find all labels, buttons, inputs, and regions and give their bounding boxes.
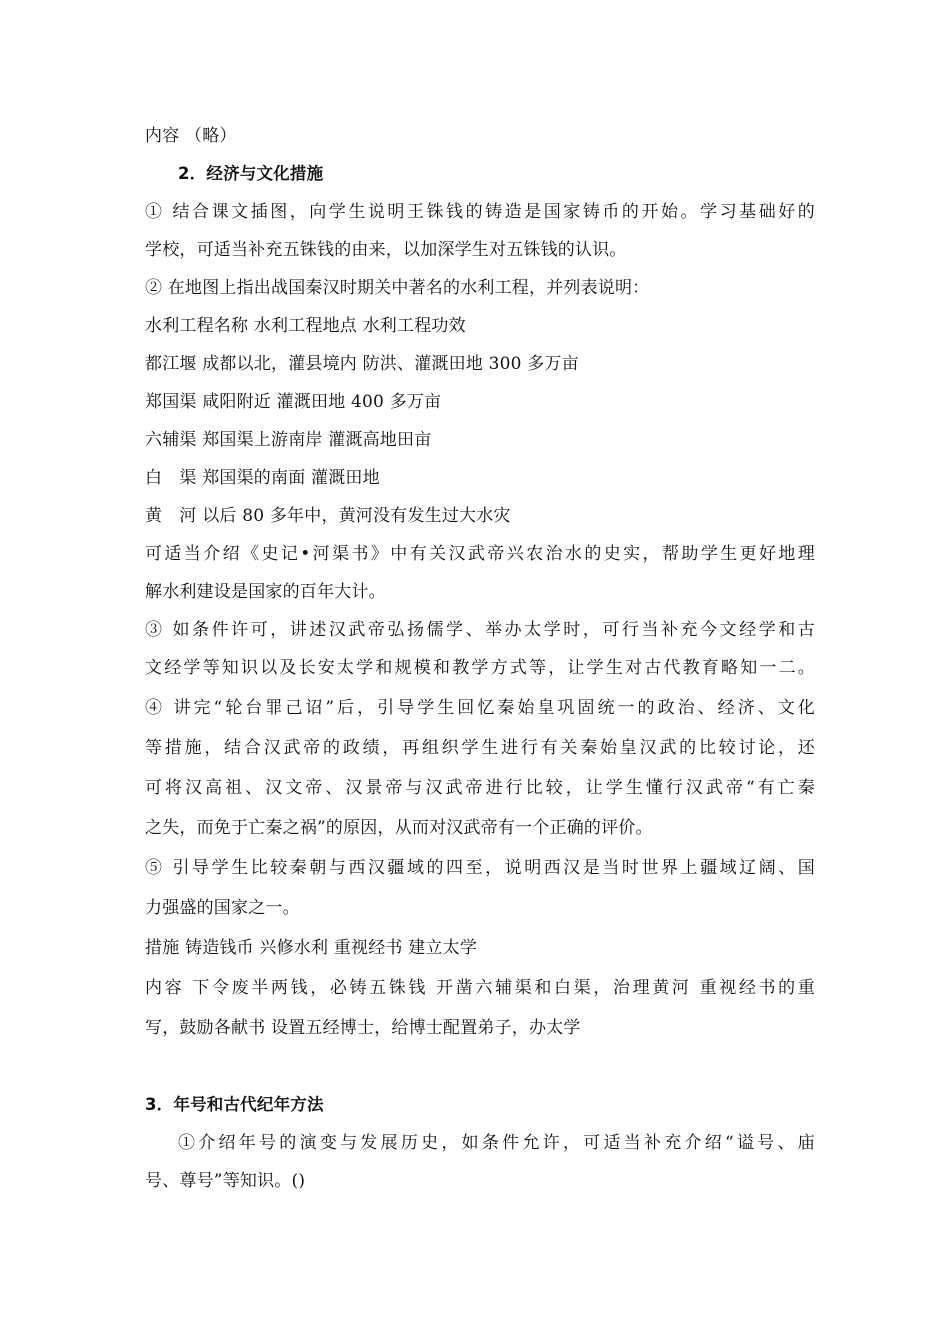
table-row: 六辅渠 郑国渠上游南岸 灌溉高地田亩	[145, 430, 432, 450]
table-row: 都江堰 成都以北，灌县境内 防洪、灌溉田地 300 多万亩	[145, 354, 579, 374]
text-line: ② 在地图上指出战国秦汉时期关中著名的水利工程，并列表说明：	[145, 278, 650, 298]
table-row: 黄 河 以后 80 多年中，黄河没有发生过大水灾	[145, 506, 511, 526]
table-row: 措施 铸造钱币 兴修水利 重视经书 建立太学	[145, 938, 478, 958]
table-row: 白 渠 郑国渠的南面 灌溉田地	[145, 468, 380, 488]
table-row: 郑国渠 咸阳附近 灌溉田地 400 多万亩	[145, 392, 442, 412]
text-line: 文经学等知识以及长安太学和规模和教学方式等，让学生对古代教育略知一二。	[145, 658, 815, 678]
text-line: ①介绍年号的演变与发展历史，如条件允许，可适当补充介绍“谥号、庙	[178, 1133, 815, 1153]
table-row: 写，鼓励各献书 设置五经博士，给博士配置弟子，办太学	[145, 1018, 581, 1038]
text-line: 号、尊号”等知识。()	[145, 1171, 306, 1191]
text-line: 学校，可适当补充五铢钱的由来，以加深学生对五铢钱的认识。	[145, 240, 627, 260]
table-row: 内容 下令废半两钱，必铸五铢钱 开凿六辅渠和白渠，治理黄河 重视经书的重	[145, 978, 815, 998]
text-line: ③ 如条件许可，讲述汉武帝弘扬儒学、举办太学时，可行当补充今文经学和古	[145, 620, 815, 640]
text-line: 可适当介绍《史记•河渠书》中有关汉武帝兴农治水的史实，帮助学生更好地理	[145, 544, 815, 564]
text-line: ① 结合课文插图，向学生说明王铢钱的铸造是国家铸币的开始。学习基础好的	[145, 202, 815, 222]
section-heading: 2．经济与文化措施	[178, 164, 324, 183]
text-line: 力强盛的国家之一。	[145, 898, 300, 918]
text-line: ⑤ 引导学生比较秦朝与西汉疆域的四至，说明西汉是当时世界上疆域辽阔、国	[145, 858, 815, 878]
text-line: 可将汉高祖、汉文帝、汉景帝与汉武帝进行比较，让学生懂行汉武帝“有亡秦	[145, 778, 815, 798]
text-line: 解水利建设是国家的百年大计。	[145, 582, 386, 602]
section-heading: 3．年号和古代纪年方法	[145, 1095, 324, 1114]
text-line: 等措施，结合汉武帝的政绩，再组织学生进行有关秦始皇汉武的比较讨论，还	[145, 738, 815, 758]
table-row: 水利工程名称 水利工程地点 水利工程功效	[145, 316, 466, 336]
text-line: 内容 （略）	[145, 126, 237, 146]
text-line: ④ 讲完“轮台罪己诏”后，引导学生回忆秦始皇巩固统一的政治、经济、文化	[145, 698, 815, 718]
text-line: 之失，而免于亡秦之祸”的原因，从而对汉武帝有一个正确的评价。	[145, 818, 653, 838]
